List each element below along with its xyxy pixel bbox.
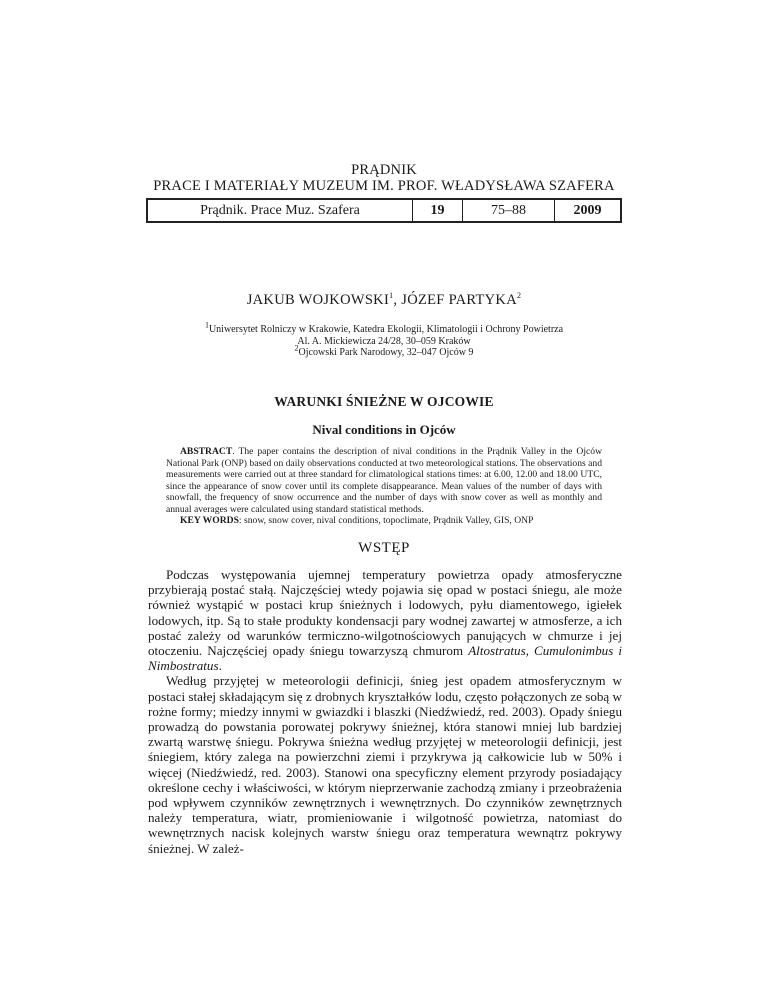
affiliation-2 xyxy=(0,343,768,359)
citation-journal-abbrev: Prądnik. Prace Muz. Szafera xyxy=(148,200,413,221)
affiliation-2-line-1: Ojcowski Park Narodowy, 32–047 Ojców 9 xyxy=(298,347,474,358)
affiliations xyxy=(0,320,768,359)
authors xyxy=(0,292,768,309)
author-1-name: JAKUB WOJKOWSKI xyxy=(246,292,390,308)
paragraph-1-text: Podczas występowania ujemnej temperatury powietrza opady atmosferyczne przybierają postać stałą. Najczęściej wtedy pojawia się opad w postaci śniegu, ale może również wystąpić w postaci krup śnieżnych i lodowych, pyłu diamentowego, igiełek lodowych, itp. Są to stałe produkty kondensacji pary wodnej zawartej w atmosferze, a ich postać zależy od warunków termiczno-wilgotnościowych panujących w chmurze i jej otoczeniu. Najczęściej opady śniegu towarzyszą chmurom xyxy=(148,567,622,659)
affiliation-1-line-2: Al. A. Mickiewicza 24/28, 30–059 Kraków xyxy=(297,335,471,347)
journal-title: PRĄDNIK xyxy=(351,162,417,178)
abstract-label: ABSTRACT xyxy=(180,446,233,457)
keywords-label: KEY WORDS xyxy=(180,515,239,526)
affiliation-1-line-1: Uniwersytet Rolniczy w Krakowie, Katedra Ekologii, Klimatologii i Ochrony Powietrza xyxy=(208,324,564,335)
journal-subtitle: PRACE I MATERIAŁY MUZEUM IM. PROF. WŁADYSŁAWA SZAFERA xyxy=(153,178,615,194)
paragraph-2: Według przyjętej w meteorologii definicji, śnieg jest opadem atmosferycznym w postaci stałej składającym się z drobnych kryształków lodu, często połączonych ze sobą w rożne formy; miedzy innymi w gwiazdki i blaszki (Niedźwiedź, red. 2003). Opady śniegu prowadzą do powstania porowatej pokrywy śnieżnej, która stanowi mniej lub bardziej zwartą warstwę śniegu. Pokrywa śnieżna według przyjętej w meteorologii definicji, jest śniegiem, który zalega na powierzchni ziemi i przykrywa ją całkowicie lub w 50% i więcej (Niedźwiedź, red. 2003). Stanowi ona specyficzny element przyrody posiadający określone cechy i właściwości, w którym nieprzerwanie zachodzą zmiany i przeobrażenia pod wpływem czynników zewnętrznych i wewnętrznych. Do czynników zewnętrznych należy temperatura, wiatr, promieniowanie i wilgotność powietrza, natomiast do wewnętrznych nacisk kolejnych warstw śniegu oraz temperatura wewnątrz pokrywy śnieżnej. W zależ- xyxy=(148,673,622,856)
keywords xyxy=(180,515,610,527)
section-heading: WSTĘP xyxy=(358,540,410,556)
paragraph-1 xyxy=(148,567,622,673)
keywords-text: : snow, snow cover, nival conditions, topoclimate, Prądnik Valley, GIS, ONP xyxy=(238,515,534,526)
abstract xyxy=(166,446,602,515)
affiliation-1 xyxy=(0,320,768,336)
citation-pages: 75–88 xyxy=(463,200,555,221)
author-2-name: JÓZEF PARTYKA xyxy=(401,292,517,308)
paper-subtitle: Nival conditions in Ojców xyxy=(312,422,456,437)
body-text xyxy=(148,567,622,856)
citation-year: 2009 xyxy=(573,202,602,218)
author-2-ref: 2 xyxy=(516,291,522,301)
paragraph-1-italic: Altostratus, Cumulonimbus i Nimbostratus xyxy=(148,643,623,674)
affiliation-2-ref: 2 xyxy=(294,343,299,353)
citation-box xyxy=(146,198,622,223)
abstract-text: . The paper contains the description of nival conditions in the Prądnik Valley in the Ojców National Park (ONP) based on daily observations conducted at two meteorological stations. The observations and measurements were carried out at three standard for climatological stations times: at 6.00, 12.00 and 18.00 UTC, since the appearance of snow cover until its complete disappearance. Mean values of the number of days with snowfall, the frequency of snow occurrence and the number of days with snow cover as well as monthly and annual averages were calculated using standard statistical methods. xyxy=(166,446,602,515)
paper-title: WARUNKI ŚNIEŻNE W OJCOWIE xyxy=(274,394,494,409)
affiliation-1-ref: 1 xyxy=(204,320,209,330)
author-separator: , xyxy=(393,292,402,308)
citation-volume: 19 xyxy=(413,200,463,221)
paragraph-1-end: . xyxy=(218,658,222,674)
author-1-ref: 1 xyxy=(389,291,394,301)
